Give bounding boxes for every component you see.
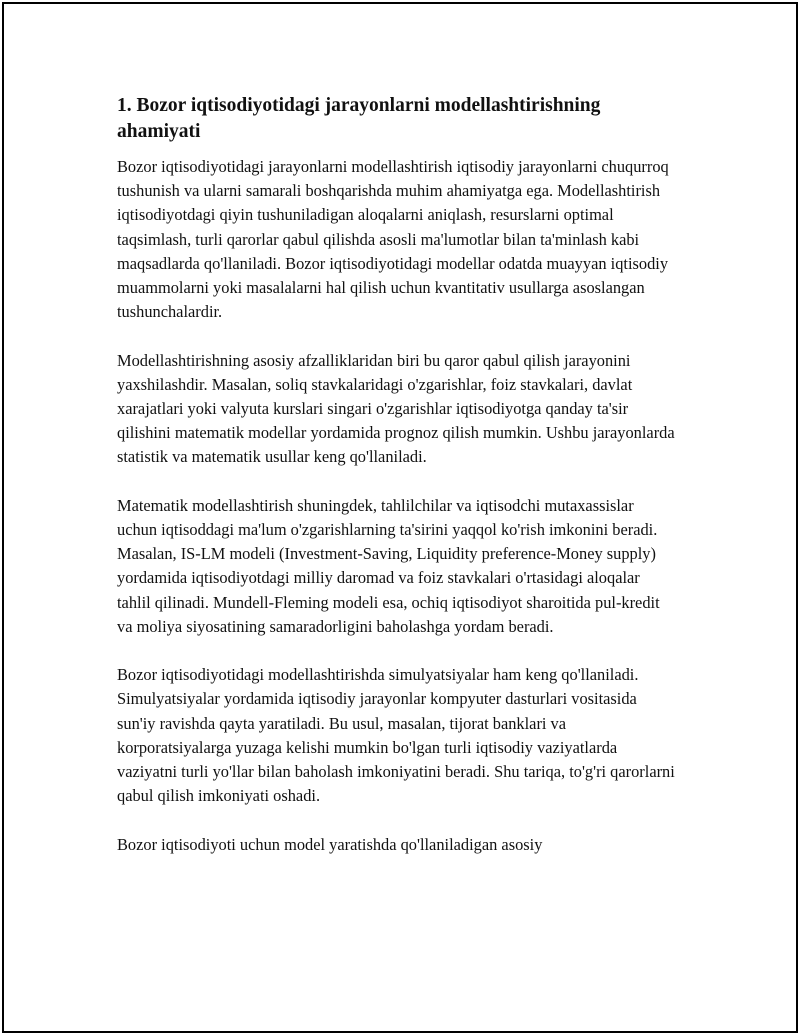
document-body: [117, 93, 677, 881]
paragraph-3: Matematik modellashtirish shuningdek, tahlilchilar va iqtisodchi mutaxassislar uchun iqtisoddagi ma'lum o'zgarishlarning ta'sirini yaqqol ko'rish imkonini beradi. Masalan, IS-LM modeli (Investment-Saving, Liquidity preference-Money supply) yordamida iqtisodiyotdagi milliy daromad va foiz stavkalari o'rtasidagi aloqalar tahlil qilinadi. Mundell-Fleming modeli esa, ochiq iqtisodiyot sharoitida pul-kredit va moliya siyosatining samaradorligini baholashga yordam beradi.: [117, 495, 660, 636]
section-heading: 1. Bozor iqtisodiyotidagi jarayonlarni modellashtirishning ahamiyati: [117, 95, 601, 142]
paragraph-2: Modellashtirishning asosiy afzalliklaridan biri bu qaror qabul qilish jarayonini yaxshilashdir. Masalan, soliq stavkalaridagi o'zgarishlar, foiz stavkalari, davlat xarajatlari yoki valyuta kurslari singari o'zgarishlar iqtisodiyotga qanday ta'sir qilishini matematik modellar yordamida prognoz qilish mumkin. Ushbu jarayonlarda statistik va matematik usullar keng qo'llaniladi.: [117, 350, 675, 467]
paragraph-4: Bozor iqtisodiyotidagi modellashtirishda simulyatsiyalar ham keng qo'llaniladi. Simulyatsiyalar yordamida iqtisodiy jarayonlar kompyuter dasturlari vositasida sun'iy ravishda qayta yaratiladi. Bu usul, masalan, tijorat banklari va korporatsiyalarga yuzaga kelishi mumkin bo'lgan turli iqtisodiy vaziyatlarda vaziyatni turli yo'llar bilan baholash imkoniyatini beradi. Shu tariqa, to'g'ri qarorlarni qabul qilish imkoniyati oshadi.: [117, 665, 675, 806]
paragraph-5: Bozor iqtisodiyoti uchun model yaratishda qo'llaniladigan asosiy: [117, 834, 543, 854]
paragraph-1: Bozor iqtisodiyotidagi jarayonlarni modellashtirish iqtisodiy jarayonlarni chuqurroq tushunish va ularni samarali boshqarishda muhim ahamiyatga ega. Modellashtirish iqtisodiyotdagi qiyin tushuniladigan aloqalarni aniqlash, resurslarni optimal taqsimlash, turli qarorlar qabul qilishda asosli ma'lumotlar bilan ta'minlash kabi maqsadlarda qo'llaniladi. Bozor iqtisodiyotidagi modellar odatda muayyan iqtisodiy muammolarni yoki masalalarni hal qilish uchun kvantitativ usullarga asoslangan tushunchalardir.: [117, 157, 669, 322]
